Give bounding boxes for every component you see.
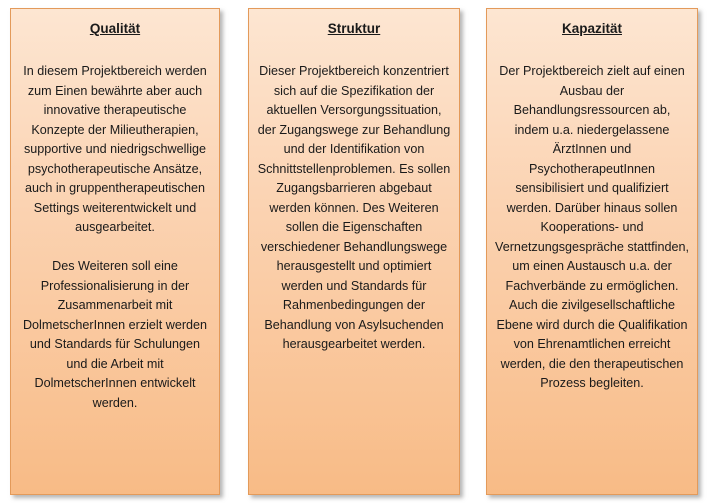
panel-title-qualitaet: Qualität xyxy=(89,21,141,36)
panel-paragraph-qualitaet-1: In diesem Projektbereich werden zum Einen bewährte aber auch innovative therapeutische Konzepte der Milieutherapien, supportive und niedrigschwellige psychotherapeutische Ansätze, auch in gruppentherapeutischen Settings weiterentwickelt und ausgearbeitet. xyxy=(23,64,207,234)
panel-title-struktur: Struktur xyxy=(327,21,381,36)
panel-kapazitaet xyxy=(486,8,698,495)
panel-paragraph-kapazitaet-1: Der Projektbereich zielt auf einen Ausbau der Behandlungsressourcen ab, indem u.a. niedergelassene ÄrztInnen und PsychotherapeutInnen sensibilisiert und qualifiziert werden. Darüber hinaus sollen Kooperations- und Vernetzungsgespräche stattfinden, um einen Austausch u.a. der Fachverbände zu ermöglichen. Auch die zivilgesellschaftliche Ebene wird durch die Qualifikation von Ehrenamtlichen erreicht werden, die den therapeutischen Prozess begleiten. xyxy=(495,64,689,390)
panel-qualitaet xyxy=(10,8,220,495)
panel-paragraph-struktur-1: Dieser Projektbereich konzentriert sich auf die Spezifikation der aktuellen Versorgungssituation, der Zugangswege zur Behandlung und der Identifikation von Schnittstellenproblemen. Es sollen Zugangsbarrieren abgebaut werden können. Des Weiteren sollen die Eigenschaften verschiedener Behandlungswege herausgestellt und optimiert werden und Standards für Rahmenbedingungen der Behandlung von Asylsuchenden herausgearbeitet werden. xyxy=(257,64,451,351)
panel-struktur xyxy=(248,8,460,495)
panel-paragraph-qualitaet-2: Des Weiteren soll eine Professionalisierung in der Zusammenarbeit mit DolmetscherInnen erzielt werden und Standards für Schulungen und die Arbeit mit DolmetscherInnen entwickelt werden. xyxy=(22,259,208,410)
panel-title-kapazitaet: Kapazität xyxy=(561,21,622,36)
